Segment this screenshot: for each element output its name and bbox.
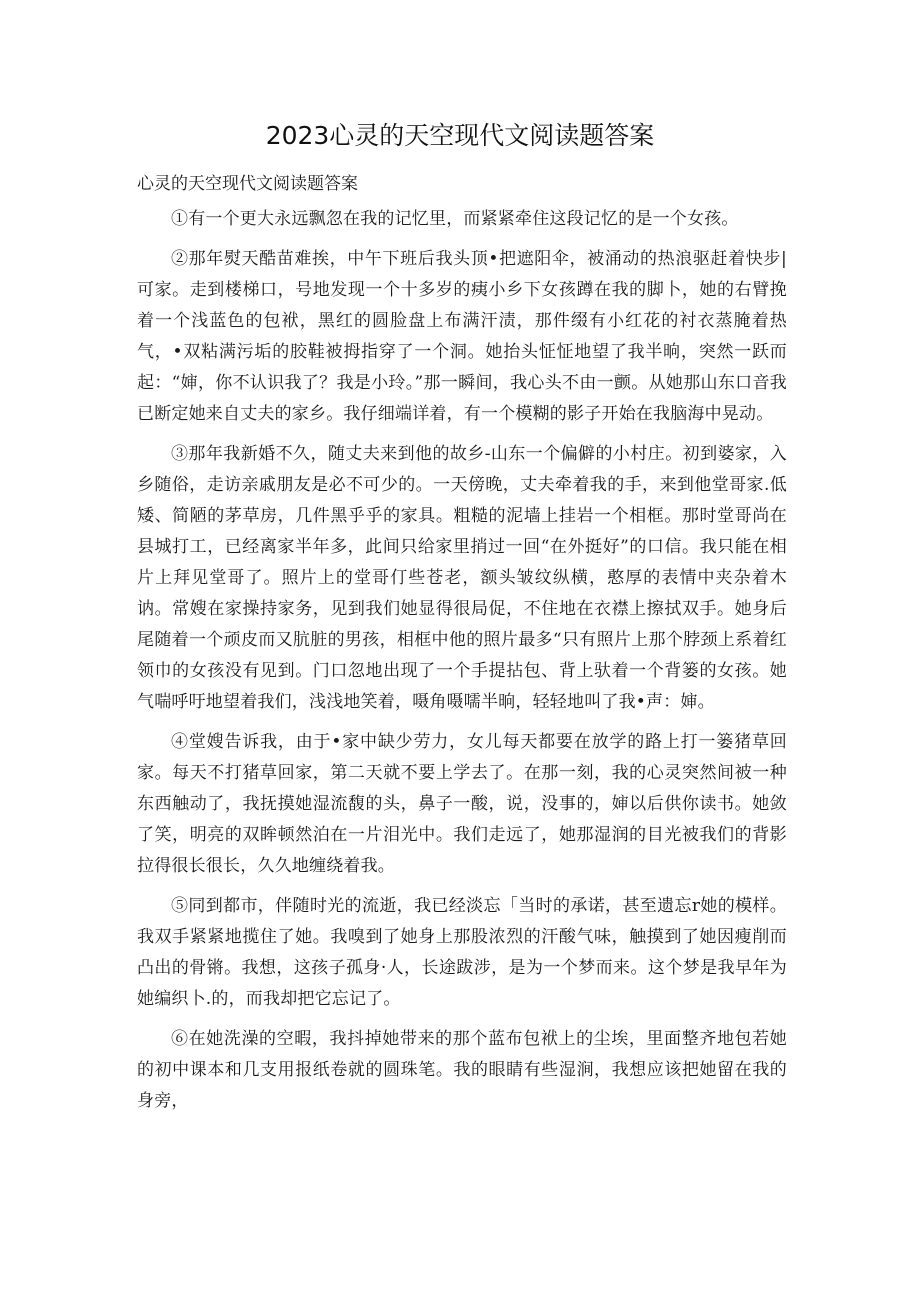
document-title: 2023心灵的天空现代文阅读题答案 [265, 121, 655, 150]
paragraph-4: ④堂嫂告诉我，由于•家中缺少劳力，女儿每天都要在放学的路上打一篓猪草回家。每天不打猪草回家，第二天就不要上学去了。在那一刻，我的心灵突然间被一种东西触动了，我抚摸她湿流馥的头，鼻子一酸，说，没事的，婶以后供你读书。她敛了笑，明亮的双眸顿然泊在一片泪光中。我们走远了，她那湿润的目光被我们的背影拉得很长很长，久久地缠绕着我。 [137, 732, 787, 876]
paragraph-2: ②那年熨天酷苗难挨，中午下班后我头顶•把遮阳伞，被涌动的热浪驱赶着快步|可家。走到楼梯口，号地发现一个十多岁的痍小乡下女孩蹲在我的脚卜，她的右臂挽着一个浅蓝色的包袱，黑红的圆脸盘上布满汗渍，那件缀有小红花的衬衣蒸腌着热气，•双粘满污垢的胶鞋被拇指穿了一个洞。她抬头怔怔地望了我半晌，突然一跃而起：“婶，你不认识我了？我是小玲。”那一瞬间，我心头不由一颤。从她那山东口音我已断定她来自丈夫的家乡。我仔细端详着，有一个模糊的影子开始在我脑海中晃动。 [137, 249, 787, 424]
document-body [137, 204, 787, 1126]
paragraph-5: ⑤同到都市，伴随时光的流逝，我已经淡忘「当时的承诺，甚至遗忘r她的模样。我双手紧紧地揽住了她。我嗅到了她身上那股浓烈的汗酸气味，触摸到了她因瘦削而凸出的骨锵。我想，这孩子孤身·人，长途跋涉，是为一个梦而来。这个梦是我早年为她编织卜.的，而我却把它忘记了。 [137, 896, 787, 1009]
paragraph-3: ③那年我新婚不久，随丈夫来到他的故乡-山东一个偏僻的小村庄。初到婆家，入乡随俗，走访亲戚朋友是必不可少的。一天傍晚，丈夫牵着我的手，来到他堂哥家.低矮、简陋的茅草房，几件黑乎乎的家具。粗糙的泥墙上挂岩一个相框。那时堂哥尚在县城打工，已经离家半年多，此间只给家里捎过一回“在外挺好”的口信。我只能在相片上拜见堂哥了。照片上的堂哥仃些苍老，额头皱纹纵横，憨厚的表情中夹杂着木讷。常嫂在家操持家务，见到我们她显得很局促，不住地在衣襟上擦拭双手。她身后尾随着一个顽皮而又肮脏的男孩，相框中他的照片最多“只有照片上那个脖颈上系着红领巾的女孩没有见到。门口忽地出现了一个手提拈包、背上驮着一个背篓的女孩。她气喘呼吁地望着我们，浅浅地笑着，嗫角嗫嚅半晌，轻轻地叫了我•声：婶。 [137, 444, 787, 712]
paragraph-6: ⑥在她洗澡的空暇，我抖掉她带来的那个蓝布包袱上的尘埃，里面整齐地包若她的初中课本和几支用报纸卷就的圆珠笔。我的眼睛有些湿涧，我想应该把她留在我的身旁， [137, 1029, 787, 1111]
paragraph-1: ①有一个更大永远飘忽在我的记忆里，而紧紧牵住这段记忆的是一个女孩。 [171, 209, 739, 229]
document-subtitle: 心灵的天空现代文阅读题答案 [137, 174, 358, 194]
